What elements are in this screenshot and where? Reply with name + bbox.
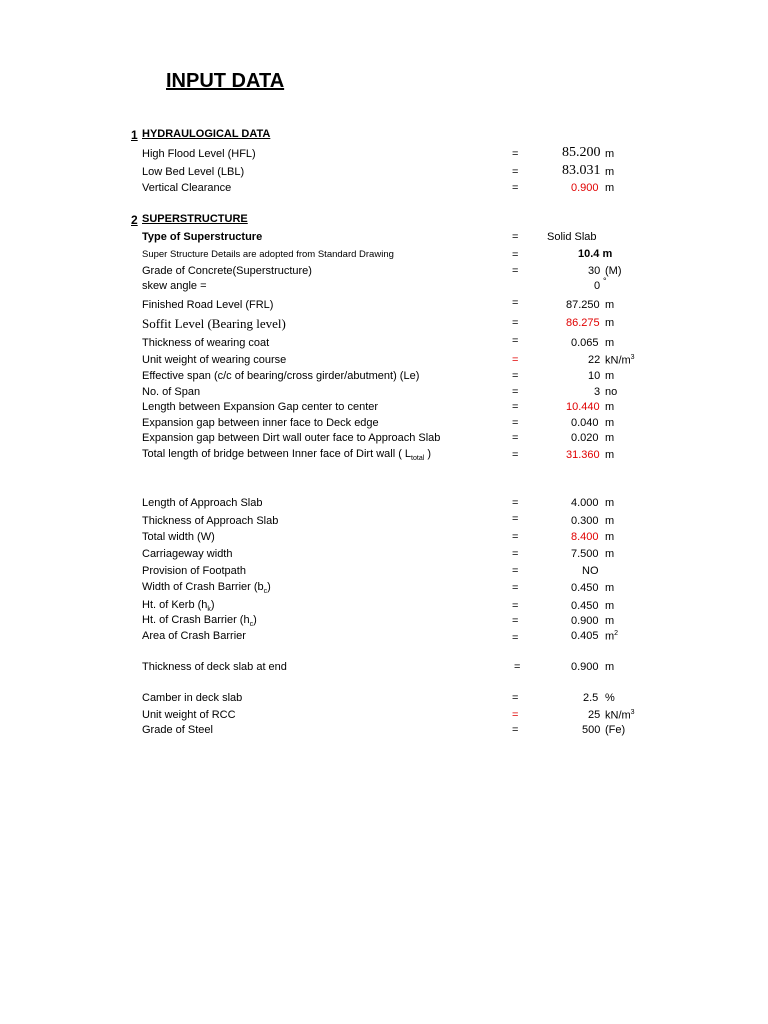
row-unit-ht-crash-barrier: m [605, 615, 615, 627]
row-unit-unit-weight-rcc [605, 709, 635, 722]
label-text: Ht. of Crash Barrier (h [142, 614, 250, 626]
row-eq-carriageway-width: = [512, 548, 519, 560]
row-unit-width-crash-barrier: m [605, 582, 615, 594]
row-eq-unit-weight-wearing: = [512, 354, 519, 366]
row-eq-footpath: = [512, 565, 519, 577]
row-eq-gap-inner-face: = [512, 417, 519, 429]
row-value-effective-span: 10 [588, 370, 601, 382]
row-unit-frl: m [605, 299, 615, 311]
row-label-grade-concrete: Grade of Concrete(Superstructure) [142, 265, 312, 277]
row-value-gap-inner-face: 0.040 [571, 417, 599, 429]
row-label-standard-drawing: Super Structure Details are adopted from Standard Drawing [142, 249, 394, 260]
row-label-footpath: Provision of Footpath [142, 565, 246, 577]
row-value-area-crash-barrier: 0.405 [571, 630, 599, 642]
row-value-thickness-approach-slab: 0.300 [571, 515, 599, 527]
row-label-width-crash-barrier [142, 581, 271, 595]
row-label-frl: Finished Road Level (FRL) [142, 299, 274, 311]
row-unit-soffit-level: m [605, 317, 615, 329]
row-value-frl: 87.250 [566, 299, 600, 311]
row-value-type-superstructure: Solid Slab [547, 231, 597, 243]
row-unit-total-length: m [605, 449, 615, 461]
row-unit-length-expansion-gap: m [605, 401, 615, 413]
row-eq-soffit-level: = [512, 317, 519, 329]
row-unit-wearing-coat: m [605, 337, 615, 349]
row-eq-effective-span: = [512, 370, 519, 382]
row-eq-standard-drawing: = [512, 249, 519, 261]
row-unit-total-width: m [605, 531, 615, 543]
row-value-grade-steel: 500 [582, 724, 601, 736]
row-value-skew-angle: 0 [594, 280, 601, 292]
row-eq-vertical-clearance: = [512, 182, 519, 194]
row-label-effective-span: Effective span (c/c of bearing/cross girder/abutment) (Le) [142, 370, 420, 382]
row-value-deck-slab-end: 0.900 [571, 661, 599, 673]
row-label-gap-dirt-wall: Expansion gap between Dirt wall outer face to Approach Slab [142, 432, 441, 444]
row-label-carriageway-width: Carriageway width [142, 548, 233, 560]
row-value-hfl: 85.200 [562, 145, 601, 160]
row-eq-area-crash-barrier: = [512, 632, 519, 644]
row-eq-type-superstructure: = [512, 231, 519, 243]
row-label-vertical-clearance: Vertical Clearance [142, 182, 232, 194]
row-eq-length-approach-slab: = [512, 497, 519, 509]
row-eq-grade-concrete: = [512, 265, 519, 277]
row-eq-width-crash-barrier: = [512, 582, 519, 594]
row-value-soffit-level: 86.275 [566, 317, 600, 329]
row-value-camber: 2.5 [583, 692, 599, 704]
row-eq-ht-crash-barrier: = [512, 615, 519, 627]
row-value-ht-kerb: 0.450 [571, 600, 599, 612]
row-label-soffit-level: Soffit Level (Bearing level) [142, 316, 286, 331]
row-unit-camber: % [605, 692, 615, 704]
section-heading-hydraulic: HYDRAULOGICAL DATA [142, 128, 271, 140]
row-unit-deck-slab-end: m [605, 661, 615, 673]
row-value-length-approach-slab: 4.000 [571, 497, 599, 509]
row-value-gap-dirt-wall: 0.020 [571, 432, 599, 444]
row-label-no-of-span: No. of Span [142, 386, 201, 398]
row-label-area-crash-barrier: Area of Crash Barrier [142, 630, 246, 642]
row-value-footpath: NO [582, 565, 599, 577]
row-label-length-expansion-gap: Length between Expansion Gap center to center [142, 401, 379, 413]
label-end: ) [267, 581, 271, 593]
label-subscript: c [263, 588, 268, 596]
row-eq-deck-slab-end: = [514, 661, 521, 673]
row-value-unit-weight-wearing: 22 [588, 354, 601, 366]
row-unit-grade-steel: (Fe) [605, 724, 626, 736]
row-value-total-width: 8.400 [571, 531, 599, 543]
row-value-standard-drawing: 10.4 m [578, 248, 613, 260]
row-eq-length-expansion-gap: = [512, 401, 519, 413]
row-value-ht-crash-barrier: 0.900 [571, 615, 599, 627]
row-eq-ht-kerb: = [512, 600, 519, 612]
label-subscript: k [207, 606, 211, 614]
row-label-total-width: Total width (W) [142, 531, 215, 543]
row-unit-ht-kerb: m [605, 600, 615, 612]
unit-superscript: 2 [614, 630, 619, 637]
section-number-1: 1 [131, 128, 138, 142]
row-unit-no-of-span: no [605, 386, 618, 398]
row-label-unit-weight-wearing: Unit weight of wearing course [142, 354, 287, 366]
unit-text: m [605, 630, 615, 643]
label-subscript: total [411, 455, 425, 463]
row-value-wearing-coat: 0.065 [571, 337, 599, 349]
row-eq-total-width: = [512, 531, 519, 543]
row-label-gap-inner-face: Expansion gap between inner face to Deck edge [142, 417, 379, 429]
label-text: Width of Crash Barrier (b [142, 581, 264, 593]
row-value-total-length: 31.360 [566, 449, 600, 461]
row-eq-frl: = [512, 297, 519, 309]
row-label-type-superstructure: Type of Superstructure [142, 231, 263, 243]
row-label-skew-angle: skew angle = [142, 280, 207, 292]
row-value-unit-weight-rcc: 25 [588, 709, 601, 721]
section-heading-superstructure: SUPERSTRUCTURE [142, 213, 248, 225]
row-label-grade-steel: Grade of Steel [142, 724, 213, 736]
row-unit-gap-dirt-wall: m [605, 432, 615, 444]
row-unit-vertical-clearance: m [605, 182, 615, 194]
row-label-ht-crash-barrier [142, 614, 257, 628]
row-unit-grade-concrete: (M) [605, 265, 622, 277]
row-eq-no-of-span: = [512, 386, 519, 398]
row-eq-wearing-coat: = [512, 335, 519, 347]
row-label-wearing-coat: Thickness of wearing coat [142, 337, 270, 349]
row-eq-gap-dirt-wall: = [512, 432, 519, 444]
row-label-hfl: High Flood Level (HFL) [142, 148, 256, 160]
unit-text: kN/m [605, 354, 631, 367]
row-label-ht-kerb [142, 599, 215, 613]
row-unit-unit-weight-wearing [605, 354, 635, 367]
label-text: Total length of bridge between Inner face of Dirt wall ( L [142, 448, 412, 460]
row-label-unit-weight-rcc: Unit weight of RCC [142, 709, 236, 721]
row-unit-length-approach-slab: m [605, 497, 615, 509]
row-eq-unit-weight-rcc: = [512, 709, 519, 721]
unit-superscript: 3 [630, 709, 635, 716]
row-unit-hfl: m [605, 148, 615, 160]
section-number-2: 2 [131, 213, 138, 227]
row-eq-total-length: = [512, 449, 519, 461]
row-label-length-approach-slab: Length of Approach Slab [142, 497, 263, 509]
row-eq-lbl: = [512, 166, 519, 178]
label-end: ) [210, 599, 215, 611]
row-label-total-length [142, 448, 431, 462]
label-end: ) [424, 448, 432, 460]
row-unit-effective-span: m [605, 370, 615, 382]
row-eq-thickness-approach-slab: = [512, 513, 519, 525]
row-eq-grade-steel: = [512, 724, 519, 736]
label-end: ) [253, 614, 257, 626]
row-value-grade-concrete: 30 [588, 265, 601, 277]
row-unit-lbl: m [605, 166, 615, 178]
row-unit-skew-angle: ° [603, 276, 607, 286]
row-value-lbl: 83.031 [562, 163, 601, 178]
label-subscript: c [249, 621, 254, 629]
row-label-deck-slab-end: Thickness of deck slab at end [142, 661, 287, 673]
row-label-lbl: Low Bed Level (LBL) [142, 166, 245, 178]
row-unit-carriageway-width: m [605, 548, 615, 560]
row-value-length-expansion-gap: 10.440 [566, 401, 600, 413]
row-unit-thickness-approach-slab: m [605, 515, 615, 527]
row-value-width-crash-barrier: 0.450 [571, 582, 599, 594]
page-title: INPUT DATA [166, 70, 285, 92]
row-unit-gap-inner-face: m [605, 417, 615, 429]
row-eq-camber: = [512, 692, 519, 704]
row-value-no-of-span: 3 [594, 386, 601, 398]
row-unit-area-crash-barrier [605, 630, 618, 643]
row-label-thickness-approach-slab: Thickness of Approach Slab [142, 515, 279, 527]
row-eq-hfl: = [512, 148, 519, 160]
label-text: Ht. of Kerb (h [142, 599, 208, 611]
row-value-carriageway-width: 7.500 [571, 548, 599, 560]
row-label-camber: Camber in deck slab [142, 692, 243, 704]
row-value-vertical-clearance: 0.900 [571, 182, 599, 194]
unit-superscript: 3 [630, 354, 635, 361]
unit-text: kN/m [605, 709, 631, 722]
